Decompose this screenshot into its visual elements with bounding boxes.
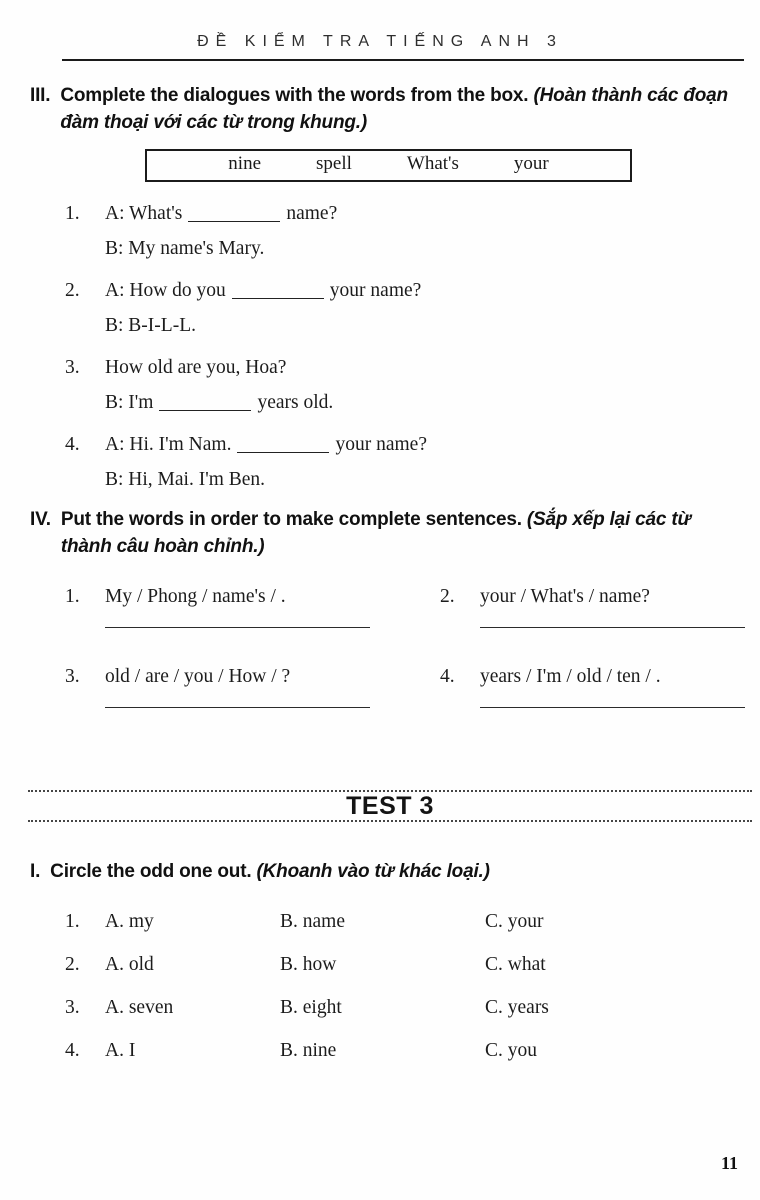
- exercise3-heading: [30, 82, 745, 136]
- test3-exercise1-heading: [30, 858, 745, 885]
- order-item: [440, 662, 745, 708]
- exercise4-items: [65, 582, 745, 708]
- word-box-word: nine: [228, 153, 262, 174]
- line-text: B: I'm: [105, 392, 154, 413]
- item-number: 3.: [65, 997, 80, 1018]
- page-number: 11: [720, 1153, 738, 1173]
- order-item: [65, 662, 440, 708]
- option-c: C. what: [485, 954, 546, 975]
- option-b: B. nine: [280, 1040, 337, 1061]
- odd-one-out-grid: [65, 907, 760, 1066]
- dialogue-line-b: B: B-I-L-L.: [105, 315, 196, 336]
- option-b: B. eight: [280, 997, 342, 1018]
- option-a: A. my: [105, 911, 154, 932]
- answer-line: [480, 612, 745, 628]
- dialogue-lines: [105, 350, 333, 420]
- dialogue-lines: [105, 196, 337, 266]
- dialogue-item: [65, 273, 760, 343]
- dotted-rule-bottom: [28, 820, 752, 822]
- exercise3-title: [60, 82, 745, 136]
- item-number: 4.: [440, 666, 455, 687]
- exercise4-numeral: IV.: [30, 509, 51, 530]
- line-text: A: Hi. I'm Nam.: [105, 434, 232, 455]
- item-number: 3.: [65, 357, 80, 378]
- order-body: [480, 582, 745, 628]
- answer-line: [105, 612, 370, 628]
- word-box-word: spell: [316, 153, 352, 174]
- option-b: B. name: [280, 911, 345, 932]
- order-body: [480, 662, 745, 708]
- dialogue-lines: [105, 273, 421, 343]
- exercise3-title-en: Complete the dialogues with the words from the box.: [60, 85, 529, 106]
- order-item: [65, 582, 440, 628]
- answer-blank: [232, 286, 324, 299]
- answer-blank: [237, 440, 329, 453]
- exercise1-numeral: I.: [30, 861, 41, 882]
- exercise3-dialogues: [65, 196, 760, 497]
- option-a: A. old: [105, 954, 154, 975]
- exercise3-numeral: III.: [30, 85, 51, 106]
- dialogue-item: [65, 350, 760, 420]
- dialogue-line-a: [105, 273, 421, 308]
- test3-title: TEST 3: [346, 792, 434, 820]
- option-a: A. seven: [105, 997, 174, 1018]
- test3-separator: [28, 790, 752, 822]
- item-number: 2.: [65, 954, 80, 975]
- order-body: [105, 662, 370, 708]
- word-box-word: What's: [406, 153, 459, 174]
- exercise4-title-vi: (Sắp xếp lại các từ thành câu hoàn chỉnh.): [60, 509, 691, 557]
- dialogue-line-b: [105, 385, 333, 420]
- line-text: your name?: [335, 434, 427, 455]
- dialogue-line-a: How old are you, Hoa?: [105, 357, 287, 378]
- item-number: 1.: [65, 911, 80, 932]
- option-c: C. you: [485, 1040, 538, 1061]
- dialogue-item: [65, 427, 760, 497]
- word-box-word: your: [513, 153, 549, 174]
- line-text: name?: [286, 203, 338, 224]
- line-text: years old.: [257, 392, 334, 413]
- option-a: A. I: [105, 1040, 136, 1061]
- scrambled-words: years / I'm / old / ten / .: [480, 666, 661, 687]
- exercise4-heading: [30, 506, 745, 560]
- option-c: C. your: [485, 911, 544, 932]
- exercise4-title: [61, 506, 745, 560]
- option-b: B. how: [280, 954, 337, 975]
- dialogue-lines: [105, 427, 427, 497]
- answer-blank: [159, 398, 251, 411]
- scrambled-words: old / are / you / How / ?: [105, 666, 291, 687]
- dialogue-item: [65, 196, 760, 266]
- item-number: 4.: [65, 434, 80, 455]
- line-text: A: What's: [105, 203, 183, 224]
- exercise3-title-vi: (Hoàn thành các đoạn đàm thoại với các từ trong khung.): [60, 85, 728, 133]
- scrambled-words: your / What's / name?: [480, 586, 650, 607]
- item-number: 2.: [440, 586, 455, 607]
- item-number: 1.: [65, 203, 80, 224]
- exercise1-title-en: Circle the odd one out.: [50, 861, 252, 882]
- item-number: 2.: [65, 280, 80, 301]
- answer-line: [105, 692, 370, 708]
- exercise4-title-en: Put the words in order to make complete sentences.: [60, 509, 522, 530]
- item-number: 4.: [65, 1040, 80, 1061]
- option-c: C. years: [485, 997, 549, 1018]
- answer-line: [480, 692, 745, 708]
- order-body: [105, 582, 370, 628]
- item-number: 1.: [65, 586, 80, 607]
- scrambled-words: My / Phong / name's / .: [105, 586, 286, 607]
- line-text: your name?: [329, 280, 422, 301]
- line-text: A: How do you: [105, 280, 226, 301]
- dialogue-line-a: [105, 427, 427, 462]
- exercise1-title: [50, 858, 490, 885]
- exercise1-title-vi: (Khoanh vào từ khác loại.): [256, 861, 490, 882]
- item-number: 3.: [65, 666, 80, 687]
- book-title: ĐỀ KIỂM TRA TIẾNG ANH 3: [197, 33, 563, 50]
- order-item: [440, 582, 745, 628]
- word-box: [145, 149, 632, 182]
- header-divider: [62, 59, 744, 61]
- dialogue-line-b: B: My name's Mary.: [105, 238, 265, 259]
- page-header: [0, 0, 760, 61]
- dialogue-line-b: B: Hi, Mai. I'm Ben.: [105, 469, 266, 490]
- answer-blank: [188, 209, 280, 222]
- dialogue-line-a: [105, 196, 337, 231]
